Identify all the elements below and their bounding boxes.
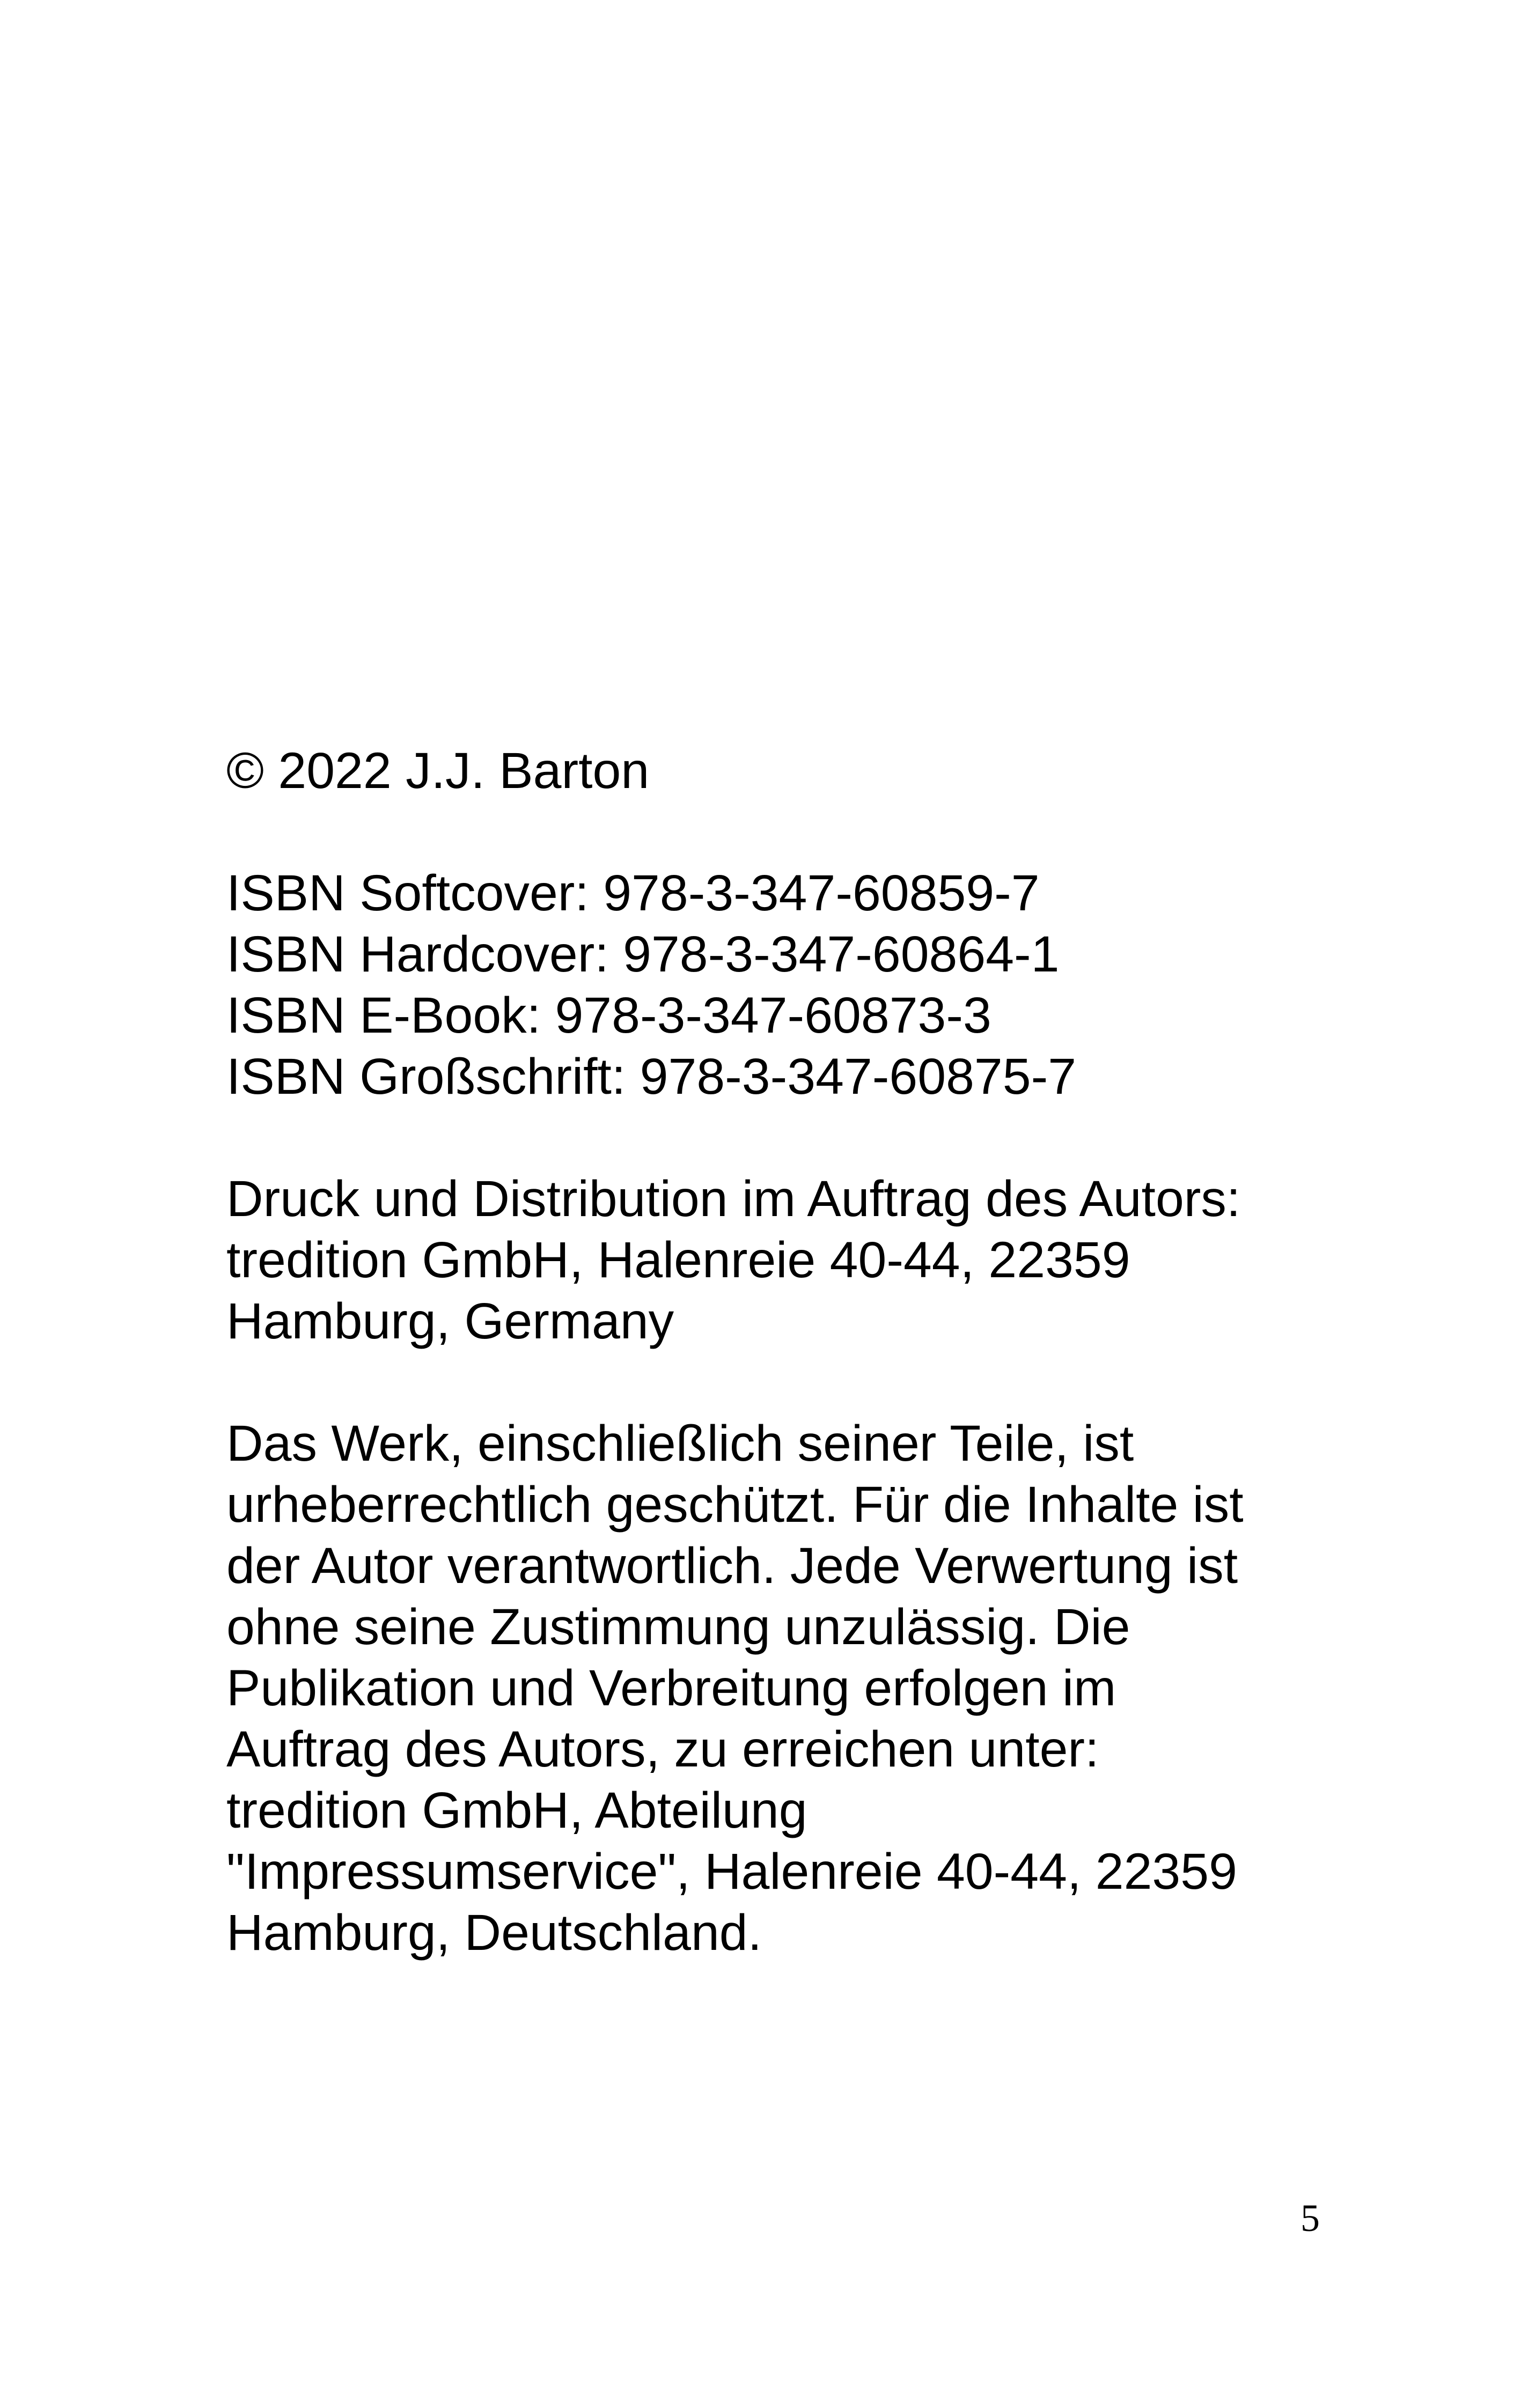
- distribution-line: tredition GmbH, Halenreie 40-44, 22359: [226, 1232, 1130, 1288]
- distribution-line: Hamburg, Germany: [226, 1293, 674, 1350]
- isbn-ebook: ISBN E-Book: 978-3-347-60873-3: [226, 987, 991, 1044]
- isbn-softcover: ISBN Softcover: 978-3-347-60859-7: [226, 865, 1040, 922]
- legal-notice-line: tredition GmbH, Abteilung: [226, 1782, 807, 1839]
- isbn-block: [226, 863, 1326, 1107]
- legal-notice-line: urheberrechtlich geschützt. Für die Inhalte ist: [226, 1476, 1244, 1533]
- legal-notice-line: der Autor verantwortlich. Jede Verwertung ist: [226, 1537, 1238, 1594]
- imprint-content: [226, 740, 1326, 1963]
- legal-notice-line: "Impressumservice", Halenreie 40-44, 22359: [226, 1843, 1237, 1900]
- legal-notice-block: [226, 1413, 1326, 1963]
- legal-notice-line: Auftrag des Autors, zu erreichen unter:: [226, 1721, 1099, 1778]
- legal-notice-line: Hamburg, Deutschland.: [226, 1904, 762, 1961]
- distribution-block: [226, 1168, 1326, 1352]
- copyright-block: [226, 740, 1326, 801]
- legal-notice-line: Das Werk, einschließlich seiner Teile, ist: [226, 1415, 1134, 1472]
- distribution-line: Druck und Distribution im Auftrag des Autors:: [226, 1170, 1241, 1227]
- legal-notice-line: Publikation und Verbreitung erfolgen im: [226, 1660, 1116, 1717]
- isbn-large-print: ISBN Großschrift: 978-3-347-60875-7: [226, 1048, 1077, 1105]
- isbn-hardcover: ISBN Hardcover: 978-3-347-60864-1: [226, 926, 1060, 983]
- copyright-line: © 2022 J.J. Barton: [226, 742, 650, 799]
- page-number: 5: [1300, 2197, 1320, 2240]
- legal-notice-line: ohne seine Zustimmung unzulässig. Die: [226, 1599, 1130, 1655]
